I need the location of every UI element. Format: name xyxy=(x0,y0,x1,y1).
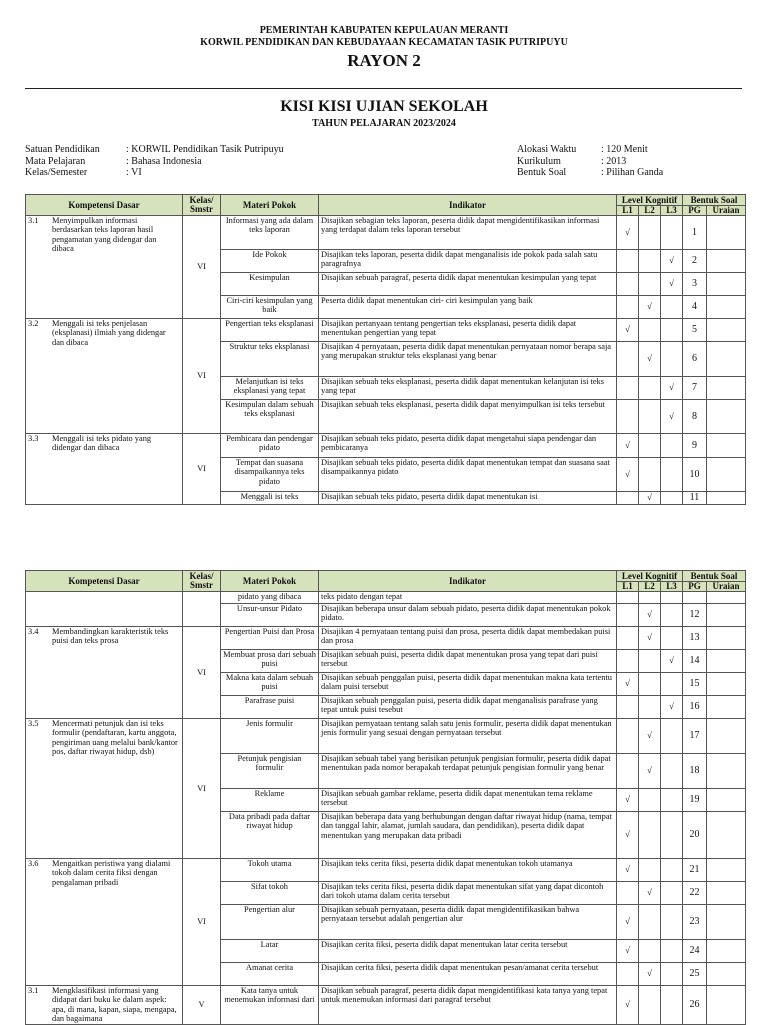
level-l3-cell xyxy=(661,940,683,963)
kd-text: Menggali isi teks penjelasan (eksplanasi) ilmiah yang didengar dan dibaca xyxy=(52,319,166,347)
level-l1-cell xyxy=(617,940,639,963)
level-l3-cell xyxy=(661,250,683,273)
uraian-cell xyxy=(707,458,746,492)
materi-pokok-cell: Kata tanya untuk menemukan informasi dari xyxy=(221,986,319,1025)
meta-right xyxy=(517,144,663,179)
table-row xyxy=(26,216,746,250)
uraian-cell xyxy=(707,754,746,789)
kd-number: 3.6 xyxy=(28,859,39,868)
pg-number-cell: 13 xyxy=(683,627,707,650)
kd-text: Mengklasifikasi informasi yang didapat dari buku ke dalam aspek: apa, di mana, kapan, siapa, mengapa, dan bagaimana xyxy=(52,986,177,1024)
pg-number-cell: 8 xyxy=(683,400,707,434)
check-mark: √ xyxy=(669,410,674,421)
check-mark: √ xyxy=(669,382,674,393)
level-l1-cell xyxy=(617,296,639,319)
check-mark: √ xyxy=(625,678,630,689)
indikator-cell: Disajikan sebuah paragraf, peserta didik dapat menentukan kesimpulan yang tepat xyxy=(319,273,617,296)
level-l1-cell xyxy=(617,319,639,342)
uraian-cell xyxy=(707,296,746,319)
materi-pokok-cell: Sifat tokoh xyxy=(221,882,319,905)
indikator-cell: teks pidato dengan tepat xyxy=(319,592,617,604)
kompetensi-dasar-cell xyxy=(26,434,183,505)
level-l3-cell xyxy=(661,963,683,986)
kd-text: Mengaitkan peristiwa yang dialami tokoh dalam cerita fiksi dengan pengalaman pribadi xyxy=(52,859,171,887)
indikator-cell: Peserta didik dapat menentukan ciri- ciri kesimpulan yang baik xyxy=(319,296,617,319)
meta-key: Mata Pelajaran xyxy=(25,155,86,167)
indikator-cell: Disajikan pertanyaan tentang pengertian teks eksplanasi, peserta didik dapat menentukan pengertian yang tepat xyxy=(319,319,617,342)
materi-pokok-cell: Pengertian teks eksplanasi xyxy=(221,319,319,342)
level-l2-cell xyxy=(639,216,661,250)
meta-value: : VI xyxy=(126,167,142,178)
materi-pokok-cell: Unsur-unsur Pidato xyxy=(221,604,319,627)
level-l2-cell xyxy=(639,342,661,377)
check-mark: √ xyxy=(647,765,652,776)
check-mark: √ xyxy=(625,226,630,237)
col-header-pg: PG xyxy=(683,206,707,216)
check-mark: √ xyxy=(647,301,652,312)
level-l1-cell xyxy=(617,812,639,859)
level-l2-cell xyxy=(639,273,661,296)
check-mark: √ xyxy=(625,916,630,927)
pg-number-cell: 26 xyxy=(683,986,707,1025)
pg-number-cell xyxy=(683,592,707,604)
pg-number-cell: 24 xyxy=(683,940,707,963)
level-l2-cell xyxy=(639,650,661,673)
level-l1-cell xyxy=(617,592,639,604)
level-l2-cell xyxy=(639,882,661,905)
materi-pokok-cell: Parafrase puisi xyxy=(221,696,319,719)
meta-value: : Bahasa Indonesia xyxy=(126,155,202,167)
kd-number: 3.1 xyxy=(28,986,39,995)
level-l1-cell xyxy=(617,859,639,882)
kd-text: Mencermati petunjuk dan isi teks formulir (pendaftaran, kartu anggota, pengiriman uang melalui bank/kantor pos, daftar riwayat hidup, dsb) xyxy=(52,719,178,757)
pg-number-cell: 22 xyxy=(683,882,707,905)
kelas-cell: VI xyxy=(183,627,221,719)
materi-pokok-cell: Tempat dan suasana disampaikannya teks pidato xyxy=(221,458,319,492)
uraian-cell xyxy=(707,319,746,342)
kelas-cell: VI xyxy=(183,434,221,505)
check-mark: √ xyxy=(625,794,630,805)
materi-pokok-cell: Kesimpulan dalam sebuah teks eksplanasi xyxy=(221,400,319,434)
kelas-cell: VI xyxy=(183,216,221,319)
materi-pokok-cell: Menggali isi teks xyxy=(221,492,319,505)
kompetensi-dasar-cell xyxy=(26,592,183,627)
uraian-cell xyxy=(707,673,746,696)
table-row xyxy=(26,986,746,1025)
uraian-cell xyxy=(707,492,746,505)
table-row xyxy=(26,319,746,342)
kompetensi-dasar-cell xyxy=(26,859,183,986)
col-header-l1: L1 xyxy=(617,582,639,592)
materi-pokok-cell: Kesimpulan xyxy=(221,273,319,296)
level-l1-cell xyxy=(617,273,639,296)
indikator-cell: Disajikan beberapa data yang berhubungan dengan daftar riwayat hidup (nama, tempat dan tanggal lahir, alamat, jumlah saudara, dan pendidikan), peserta didik dapat menentukan yang merupakan data pribadi xyxy=(319,812,617,859)
col-header-kompetensi-dasar: Kompetensi Dasar xyxy=(26,195,183,216)
materi-pokok-cell: Struktur teks eksplanasi xyxy=(221,342,319,377)
indikator-cell: Disajikan sebuah pernyataan, peserta didik dapat mengidentifikasikan bahwa pernyataan tersebut adalah pengertian alur xyxy=(319,905,617,940)
level-l3-cell xyxy=(661,216,683,250)
pg-number-cell: 12 xyxy=(683,604,707,627)
indikator-cell: Disajikan sebuah teks pidato, peserta didik dapat mengetahui siapa pendengar dan pembicaranya xyxy=(319,434,617,458)
pg-number-cell: 5 xyxy=(683,319,707,342)
meta-key: Satuan Pendidikan xyxy=(25,144,100,155)
check-mark: √ xyxy=(625,864,630,875)
check-mark: √ xyxy=(647,492,652,503)
level-l1-cell xyxy=(617,458,639,492)
level-l2-cell xyxy=(639,492,661,505)
level-l2-cell xyxy=(639,812,661,859)
level-l2-cell xyxy=(639,719,661,754)
level-l1-cell xyxy=(617,696,639,719)
uraian-cell xyxy=(707,882,746,905)
uraian-cell xyxy=(707,789,746,812)
meta-value: : 2013 xyxy=(601,155,627,167)
level-l2-cell xyxy=(639,296,661,319)
pg-number-cell: 17 xyxy=(683,719,707,754)
materi-pokok-cell: Informasi yang ada dalam teks laporan xyxy=(221,216,319,250)
indikator-cell: Disajikan sebuah teks eksplanasi, peserta didik dapat menentukan kelanjutan isi teks yang tepat xyxy=(319,377,617,400)
level-l3-cell xyxy=(661,627,683,650)
kd-number: 3.4 xyxy=(28,627,39,636)
materi-pokok-cell: Pembicara dan pendengar pidato xyxy=(221,434,319,458)
col-header-materi-pokok: Materi Pokok xyxy=(221,195,319,216)
kd-number: 3.5 xyxy=(28,719,39,728)
uraian-cell xyxy=(707,986,746,1025)
col-header-level-kognitif: Level Kognitif xyxy=(617,195,683,206)
level-l1-cell xyxy=(617,673,639,696)
uraian-cell xyxy=(707,650,746,673)
meta-left xyxy=(25,144,284,179)
level-l2-cell xyxy=(639,250,661,273)
check-mark: √ xyxy=(647,968,652,979)
indikator-cell: Disajikan sebagian teks laporan, peserta didik dapat mengidentifikasikan informasi yang terdapat dalam teks laporan tersebut xyxy=(319,216,617,250)
kelas-cell: VI xyxy=(183,859,221,986)
pg-number-cell: 15 xyxy=(683,673,707,696)
check-mark: √ xyxy=(625,468,630,479)
pg-number-cell: 19 xyxy=(683,789,707,812)
check-mark: √ xyxy=(647,730,652,741)
col-header-l2: L2 xyxy=(639,582,661,592)
level-l2-cell xyxy=(639,940,661,963)
check-mark: √ xyxy=(669,255,674,266)
pg-number-cell: 2 xyxy=(683,250,707,273)
level-l2-cell xyxy=(639,377,661,400)
level-l1-cell xyxy=(617,492,639,505)
check-mark: √ xyxy=(669,278,674,289)
level-l1-cell xyxy=(617,627,639,650)
materi-pokok-cell: Tokoh utama xyxy=(221,859,319,882)
col-header-kompetensi-dasar: Kompetensi Dasar xyxy=(26,571,183,592)
pg-number-cell: 14 xyxy=(683,650,707,673)
level-l3-cell xyxy=(661,377,683,400)
col-header-kelas: Kelas/ Smstr xyxy=(183,195,221,216)
uraian-cell xyxy=(707,216,746,250)
col-header-l1: L1 xyxy=(617,206,639,216)
pg-number-cell: 7 xyxy=(683,377,707,400)
uraian-cell xyxy=(707,719,746,754)
indikator-cell: Disajikan 4 pernyataan, peserta didik dapat menentukan pernyataan nomor berapa saja yang merupakan struktur teks eksplanasi yang benar xyxy=(319,342,617,377)
pg-number-cell: 23 xyxy=(683,905,707,940)
indikator-cell: Disajikan teks cerita fiksi, peserta didik dapat menentukan sifat yang dapat dicontoh dari tokoh utama dalam cerita tersebut xyxy=(319,882,617,905)
level-l2-cell xyxy=(639,434,661,458)
col-header-indikator: Indikator xyxy=(319,571,617,592)
materi-pokok-cell: Membuat prosa dari sebuah puisi xyxy=(221,650,319,673)
level-l1-cell xyxy=(617,604,639,627)
indikator-cell: Disajikan beberapa unsur dalam sebuah pidato, peserta didik dapat menentukan pokok pidato. xyxy=(319,604,617,627)
check-mark: √ xyxy=(625,324,630,335)
pg-number-cell: 6 xyxy=(683,342,707,377)
level-l2-cell xyxy=(639,754,661,789)
table-row xyxy=(26,627,746,650)
meta-key: Kurikulum xyxy=(517,155,561,167)
materi-pokok-cell: Reklame xyxy=(221,789,319,812)
col-header-l3: L3 xyxy=(661,206,683,216)
kompetensi-dasar-cell xyxy=(26,986,183,1025)
kd-text: Membandingkan karakteristik teks puisi dan teks prosa xyxy=(52,627,169,646)
col-header-bentuk-soal: Bentuk Soal xyxy=(683,195,746,206)
kisi-table-page-1 xyxy=(25,194,746,505)
indikator-cell: Disajikan teks laporan, peserta didik dapat menganalisis ide pokok pada salah satu paragrafnya xyxy=(319,250,617,273)
pg-number-cell: 25 xyxy=(683,963,707,986)
materi-pokok-cell: Ciri-ciri kesimpulan yang baik xyxy=(221,296,319,319)
col-header-bentuk-soal: Bentuk Soal xyxy=(683,571,746,582)
materi-pokok-cell: Pengertian Puisi dan Prosa xyxy=(221,627,319,650)
level-l1-cell xyxy=(617,754,639,789)
kisi-table-page-2 xyxy=(25,570,746,1025)
pg-number-cell: 21 xyxy=(683,859,707,882)
level-l3-cell xyxy=(661,882,683,905)
indikator-cell: Disajikan sebuah teks eksplanasi, peserta didik dapat menyimpulkan isi teks tersebut xyxy=(319,400,617,434)
kd-text: Menyimpulkan informasi berdasarkan teks laporan hasil pengamatan yang didengar dan dibaca xyxy=(52,216,157,254)
level-l3-cell xyxy=(661,273,683,296)
header-rayon: RAYON 2 xyxy=(347,51,421,70)
meta-value: : Pilihan Ganda xyxy=(601,167,664,178)
level-l2-cell xyxy=(639,963,661,986)
check-mark: √ xyxy=(625,945,630,956)
col-header-kelas: Kelas/ Smstr xyxy=(183,571,221,592)
materi-pokok-cell: Petunjuk pengisian formulir xyxy=(221,754,319,789)
level-l3-cell xyxy=(661,905,683,940)
level-l1-cell xyxy=(617,905,639,940)
level-l3-cell xyxy=(661,319,683,342)
col-header-uraian: Uraian xyxy=(707,206,746,216)
col-header-indikator: Indikator xyxy=(319,195,617,216)
uraian-cell xyxy=(707,627,746,650)
indikator-cell: Disajikan sebuah teks pidato, peserta didik dapat menentukan isi xyxy=(319,492,617,505)
materi-pokok-cell: Amanat cerita xyxy=(221,963,319,986)
check-mark: √ xyxy=(647,353,652,364)
level-l2-cell xyxy=(639,458,661,492)
check-mark: √ xyxy=(625,439,630,450)
uraian-cell xyxy=(707,905,746,940)
level-l3-cell xyxy=(661,754,683,789)
level-l2-cell xyxy=(639,905,661,940)
indikator-cell: Disajikan teks cerita fiksi, peserta didik dapat menentukan tokoh utamanya xyxy=(319,859,617,882)
col-header-l3: L3 xyxy=(661,582,683,592)
indikator-cell: Disajikan cerita fiksi, peserta didik dapat menentukan pesan/amanat cerita tersebut xyxy=(319,963,617,986)
level-l1-cell xyxy=(617,377,639,400)
level-l2-cell xyxy=(639,604,661,627)
materi-pokok-cell: Melanjutkan isi teks eksplanasi yang tepat xyxy=(221,377,319,400)
level-l2-cell xyxy=(639,696,661,719)
level-l1-cell xyxy=(617,789,639,812)
level-l2-cell xyxy=(639,673,661,696)
level-l2-cell xyxy=(639,592,661,604)
level-l3-cell xyxy=(661,342,683,377)
meta-key: Kelas/Semester xyxy=(25,167,88,178)
uraian-cell xyxy=(707,434,746,458)
materi-pokok-cell: Data pribadi pada daftar riwayat hidup xyxy=(221,812,319,859)
col-header-uraian: Uraian xyxy=(707,582,746,592)
header-divider xyxy=(25,88,742,89)
kelas-cell: VI xyxy=(183,719,221,859)
uraian-cell xyxy=(707,696,746,719)
materi-pokok-cell: Latar xyxy=(221,940,319,963)
col-header-level-kognitif: Level Kognitif xyxy=(617,571,683,582)
pg-number-cell: 1 xyxy=(683,216,707,250)
level-l3-cell xyxy=(661,434,683,458)
level-l2-cell xyxy=(639,986,661,1025)
check-mark: √ xyxy=(647,609,652,620)
indikator-cell: Disajikan sebuah penggalan puisi, peserta didik dapat menganalisis parafrase yang tepat untuk puisi tesebut xyxy=(319,696,617,719)
kd-number: 3.1 xyxy=(28,216,39,225)
kelas-cell: V xyxy=(183,986,221,1025)
uraian-cell xyxy=(707,812,746,859)
level-l1-cell xyxy=(617,719,639,754)
table-row xyxy=(26,434,746,458)
level-l2-cell xyxy=(639,859,661,882)
col-header-l2: L2 xyxy=(639,206,661,216)
materi-pokok-cell: Pengertian alur xyxy=(221,905,319,940)
check-mark: √ xyxy=(647,887,652,898)
document-title: KISI KISI UJIAN SEKOLAH xyxy=(280,98,488,115)
kompetensi-dasar-cell xyxy=(26,319,183,434)
meta-value: : 120 Menit xyxy=(601,144,648,155)
materi-pokok-cell: Jenis formulir xyxy=(221,719,319,754)
pg-number-cell: 20 xyxy=(683,812,707,859)
header-line-1: PEMERINTAH KABUPATEN KEPULAUAN MERANTI xyxy=(259,25,509,36)
uraian-cell xyxy=(707,940,746,963)
uraian-cell xyxy=(707,592,746,604)
kelas-cell: VI xyxy=(183,319,221,434)
check-mark: √ xyxy=(669,655,674,666)
pg-number-cell: 3 xyxy=(683,273,707,296)
kelas-cell xyxy=(183,592,221,627)
level-l3-cell xyxy=(661,492,683,505)
indikator-cell: Disajikan sebuah penggalan puisi, peserta didik dapat menentukan makna kata tertentu dalam puisi tersebut xyxy=(319,673,617,696)
level-l3-cell xyxy=(661,296,683,319)
uraian-cell xyxy=(707,377,746,400)
uraian-cell xyxy=(707,250,746,273)
uraian-cell xyxy=(707,273,746,296)
kd-number: 3.3 xyxy=(28,434,39,443)
uraian-cell xyxy=(707,859,746,882)
check-mark: √ xyxy=(669,701,674,712)
meta-key: Alokasi Waktu xyxy=(517,144,577,155)
indikator-cell: Disajikan sebuah paragraf, peserta didik dapat mengidentifikasi kata tanya yang tepat untuk menemukan informasi dari paragraf tersebut xyxy=(319,986,617,1025)
level-l2-cell xyxy=(639,400,661,434)
kompetensi-dasar-cell xyxy=(26,719,183,859)
pg-number-cell: 10 xyxy=(683,458,707,492)
materi-pokok-cell: pidato yang dibaca xyxy=(221,592,319,604)
kd-number: 3.2 xyxy=(28,319,39,328)
pg-number-cell: 9 xyxy=(683,434,707,458)
kompetensi-dasar-cell xyxy=(26,627,183,719)
pg-number-cell: 4 xyxy=(683,296,707,319)
level-l1-cell xyxy=(617,986,639,1025)
table-row xyxy=(26,592,746,604)
level-l3-cell xyxy=(661,650,683,673)
level-l2-cell xyxy=(639,789,661,812)
level-l2-cell xyxy=(639,319,661,342)
level-l3-cell xyxy=(661,789,683,812)
uraian-cell xyxy=(707,604,746,627)
col-header-pg: PG xyxy=(683,582,707,592)
level-l3-cell xyxy=(661,592,683,604)
indikator-cell: Disajikan 4 pernyataan tentang puisi dan prosa, peserta didik dapat membedakan puisi dan prosa xyxy=(319,627,617,650)
indikator-cell: Disajikan sebuah puisi, peserta didik dapat menentukan prosa yang tepat dari puisi tersebut xyxy=(319,650,617,673)
indikator-cell: Disajikan pernyataan tentang salah satu jenis formulir, peserta didik dapat menentukan jenis formulir yang sesuai dengan pernyataan tersebut xyxy=(319,719,617,754)
level-l3-cell xyxy=(661,859,683,882)
indikator-cell: Disajikan sebuah tabel yang berisikan petunjuk pengisian formulir, peserta didik dapat menentukan pada nomor berapakah terdapat petunjuk pengisian formulir yang benar xyxy=(319,754,617,789)
meta-value: : KORWIL Pendidikan Tasik Putripuyu xyxy=(126,144,284,155)
level-l3-cell xyxy=(661,986,683,1025)
uraian-cell xyxy=(707,963,746,986)
document-subtitle: TAHUN PELAJARAN 2023/2024 xyxy=(312,118,456,129)
level-l3-cell xyxy=(661,812,683,859)
col-header-materi-pokok: Materi Pokok xyxy=(221,571,319,592)
materi-pokok-cell: Makna kata dalam sebuah puisi xyxy=(221,673,319,696)
level-l1-cell xyxy=(617,882,639,905)
pg-number-cell: 11 xyxy=(683,492,707,505)
indikator-cell: Disajikan cerita fiksi, peserta didik dapat menentukan latar cerita tersebut xyxy=(319,940,617,963)
level-l1-cell xyxy=(617,216,639,250)
level-l3-cell xyxy=(661,400,683,434)
level-l3-cell xyxy=(661,696,683,719)
level-l1-cell xyxy=(617,963,639,986)
level-l1-cell xyxy=(617,434,639,458)
level-l3-cell xyxy=(661,719,683,754)
table-row xyxy=(26,719,746,754)
level-l3-cell xyxy=(661,458,683,492)
kompetensi-dasar-cell xyxy=(26,216,183,319)
check-mark: √ xyxy=(625,829,630,840)
level-l1-cell xyxy=(617,650,639,673)
meta-key: Bentuk Soal xyxy=(517,167,567,178)
kd-text: Menggali isi teks pidato yang didengar dan dibaca xyxy=(52,434,152,453)
indikator-cell: Disajikan sebuah teks pidato, peserta didik dapat menentukan tempat dan suasana saat disampaikannya pidato xyxy=(319,458,617,492)
uraian-cell xyxy=(707,400,746,434)
level-l1-cell xyxy=(617,342,639,377)
indikator-cell: Disajikan sebuah gambar reklame, peserta didik dapat menentukan tema reklame tersebut xyxy=(319,789,617,812)
uraian-cell xyxy=(707,342,746,377)
pg-number-cell: 16 xyxy=(683,696,707,719)
table-row xyxy=(26,859,746,882)
level-l3-cell xyxy=(661,604,683,627)
check-mark: √ xyxy=(647,632,652,643)
materi-pokok-cell: Ide Pokok xyxy=(221,250,319,273)
level-l2-cell xyxy=(639,627,661,650)
header-line-2: KORWIL PENDIDIKAN DAN KEBUDAYAAN KECAMATAN TASIK PUTRIPUYU xyxy=(200,37,568,48)
level-l3-cell xyxy=(661,673,683,696)
pg-number-cell: 18 xyxy=(683,754,707,789)
check-mark: √ xyxy=(625,999,630,1010)
level-l1-cell xyxy=(617,400,639,434)
level-l1-cell xyxy=(617,250,639,273)
